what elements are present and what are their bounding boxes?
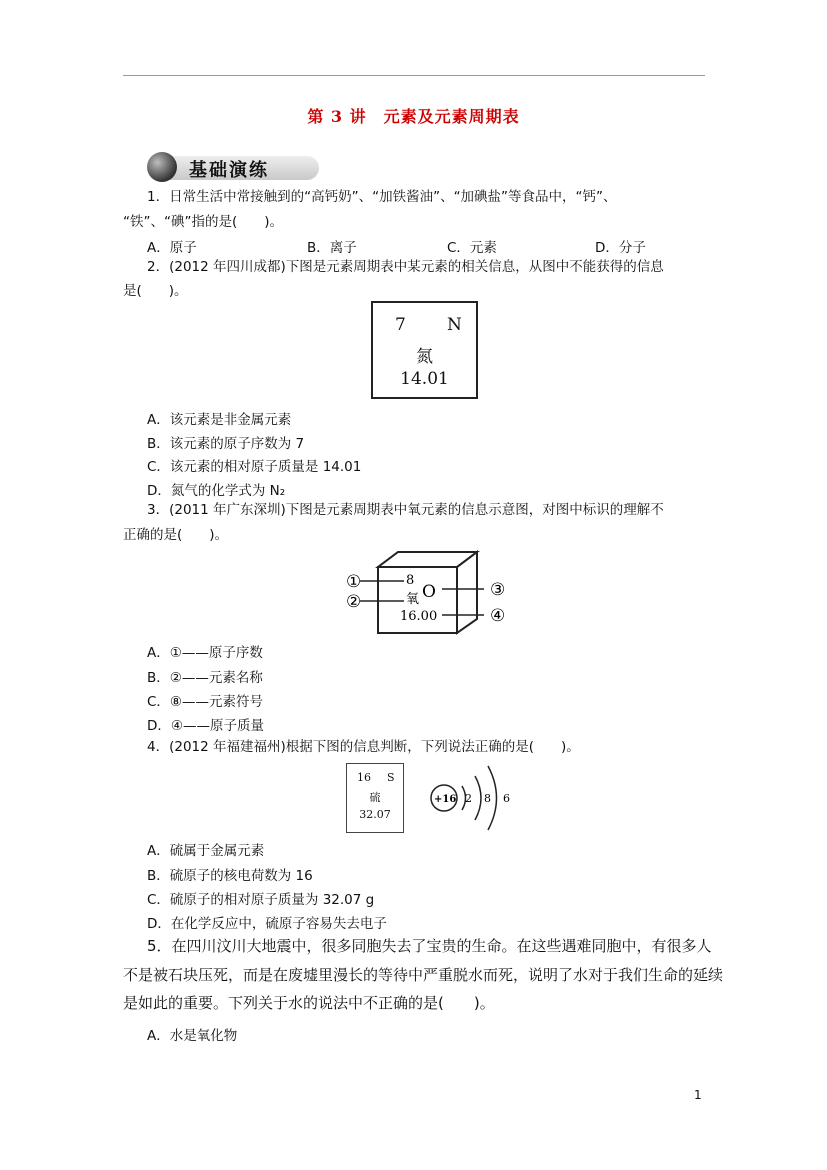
q2-option-b: B．该元素的原子序数为 7 xyxy=(147,436,305,452)
oxygen-symbol: O xyxy=(422,582,436,602)
q2-line2: 是( )。 xyxy=(123,283,188,299)
sulfur-element-card xyxy=(346,763,404,833)
oxygen-cube-figure xyxy=(340,547,515,637)
banner-ball-icon xyxy=(147,152,177,182)
q1-line2: “铁”、“碘”指的是( )。 xyxy=(123,214,284,230)
atomic-number: 7 xyxy=(395,315,406,335)
nucleus-charge: +16 xyxy=(434,794,457,805)
q1-option-a: A．原子 xyxy=(147,240,197,256)
q4-option-a: A．硫属于金属元素 xyxy=(147,843,265,859)
page-number: 1 xyxy=(694,1088,702,1102)
section-title: 基础演练 xyxy=(189,160,269,181)
page-title: 第 3 讲 元素及元素周期表 xyxy=(307,107,520,126)
sulfur-name: 硫 xyxy=(369,791,381,804)
sulfur-number: 16 xyxy=(357,771,371,784)
q3-line1: 3．(2011 年广东深圳)下图是元素周期表中氧元素的信息示意图，对图中标识的理解不 xyxy=(147,502,664,518)
q5-line2: 不是被石块压死，而是在废墟里漫长的等待中严重脱水而死，说明了水对于我们生命的延续 xyxy=(123,966,724,984)
cube-top xyxy=(378,552,477,567)
q4-option-b: B．硫原子的核电荷数为 16 xyxy=(147,868,313,884)
q3-line2: 正确的是( )。 xyxy=(123,527,229,543)
q3-option-c: C．⑧——元素符号 xyxy=(147,694,264,710)
q4-option-c: C．硫原子的相对原子质量为 32.07 g xyxy=(147,892,375,908)
q4-option-d: D．在化学反应中，硫原子容易失去电子 xyxy=(147,916,387,932)
oxygen-number: 8 xyxy=(406,573,415,588)
q3-option-d: D．④——原子质量 xyxy=(147,718,264,734)
section-banner xyxy=(147,152,317,182)
q5-option-a: A．水是氧化物 xyxy=(147,1028,238,1044)
sulfur-mass: 32.07 xyxy=(359,808,391,821)
nitrogen-element-card xyxy=(371,301,478,399)
marker-1: ① xyxy=(346,572,362,592)
shell-3-electrons: 6 xyxy=(503,792,510,805)
oxygen-name: 氧 xyxy=(406,592,420,607)
shell-arc-2 xyxy=(475,776,481,820)
q1-option-d: D．分子 xyxy=(595,240,646,256)
sulfur-symbol: S xyxy=(387,771,395,784)
marker-4: ④ xyxy=(490,606,506,626)
q1-option-b: B．离子 xyxy=(307,240,357,256)
shell-2-electrons: 8 xyxy=(484,792,491,805)
sulfur-atom-structure xyxy=(425,760,520,835)
q2-option-c: C．该元素的相对原子质量是 14.01 xyxy=(147,459,362,475)
q2-option-d: D．氮气的化学式为 N₂ xyxy=(147,483,286,499)
q3-option-b: B．②——元素名称 xyxy=(147,670,263,686)
element-name: 氮 xyxy=(416,347,433,367)
q2-line1: 2．(2012 年四川成都)下图是元素周期表中某元素的相关信息，从图中不能获得的信息 xyxy=(147,259,664,275)
cube-side xyxy=(457,552,477,633)
q5-line1: 5．在四川汶川大地震中，很多同胞失去了宝贵的生命。在这些遇难同胞中，有很多人 xyxy=(147,937,712,955)
q4-line1: 4．(2012 年福建福州)根据下图的信息判断，下列说法正确的是( )。 xyxy=(147,739,580,755)
marker-2: ② xyxy=(346,592,362,612)
header-rule xyxy=(123,75,705,76)
q1-option-c: C．元素 xyxy=(447,240,497,256)
shell-1-electrons: 2 xyxy=(465,792,472,805)
q3-option-a: A．①——原子序数 xyxy=(147,645,263,661)
oxygen-mass: 16.00 xyxy=(400,609,438,624)
marker-3: ③ xyxy=(490,580,506,600)
q2-option-a: A．该元素是非金属元素 xyxy=(147,412,292,428)
q1-line1: 1．日常生活中常接触到的“高钙奶”、“加铁酱油”、“加碘盐”等食品中，“钙”、 xyxy=(147,189,617,205)
q5-line3: 是如此的重要。下列关于水的说法中不正确的是( )。 xyxy=(123,994,495,1012)
element-symbol: N xyxy=(447,315,462,335)
atomic-mass: 14.01 xyxy=(400,369,449,389)
